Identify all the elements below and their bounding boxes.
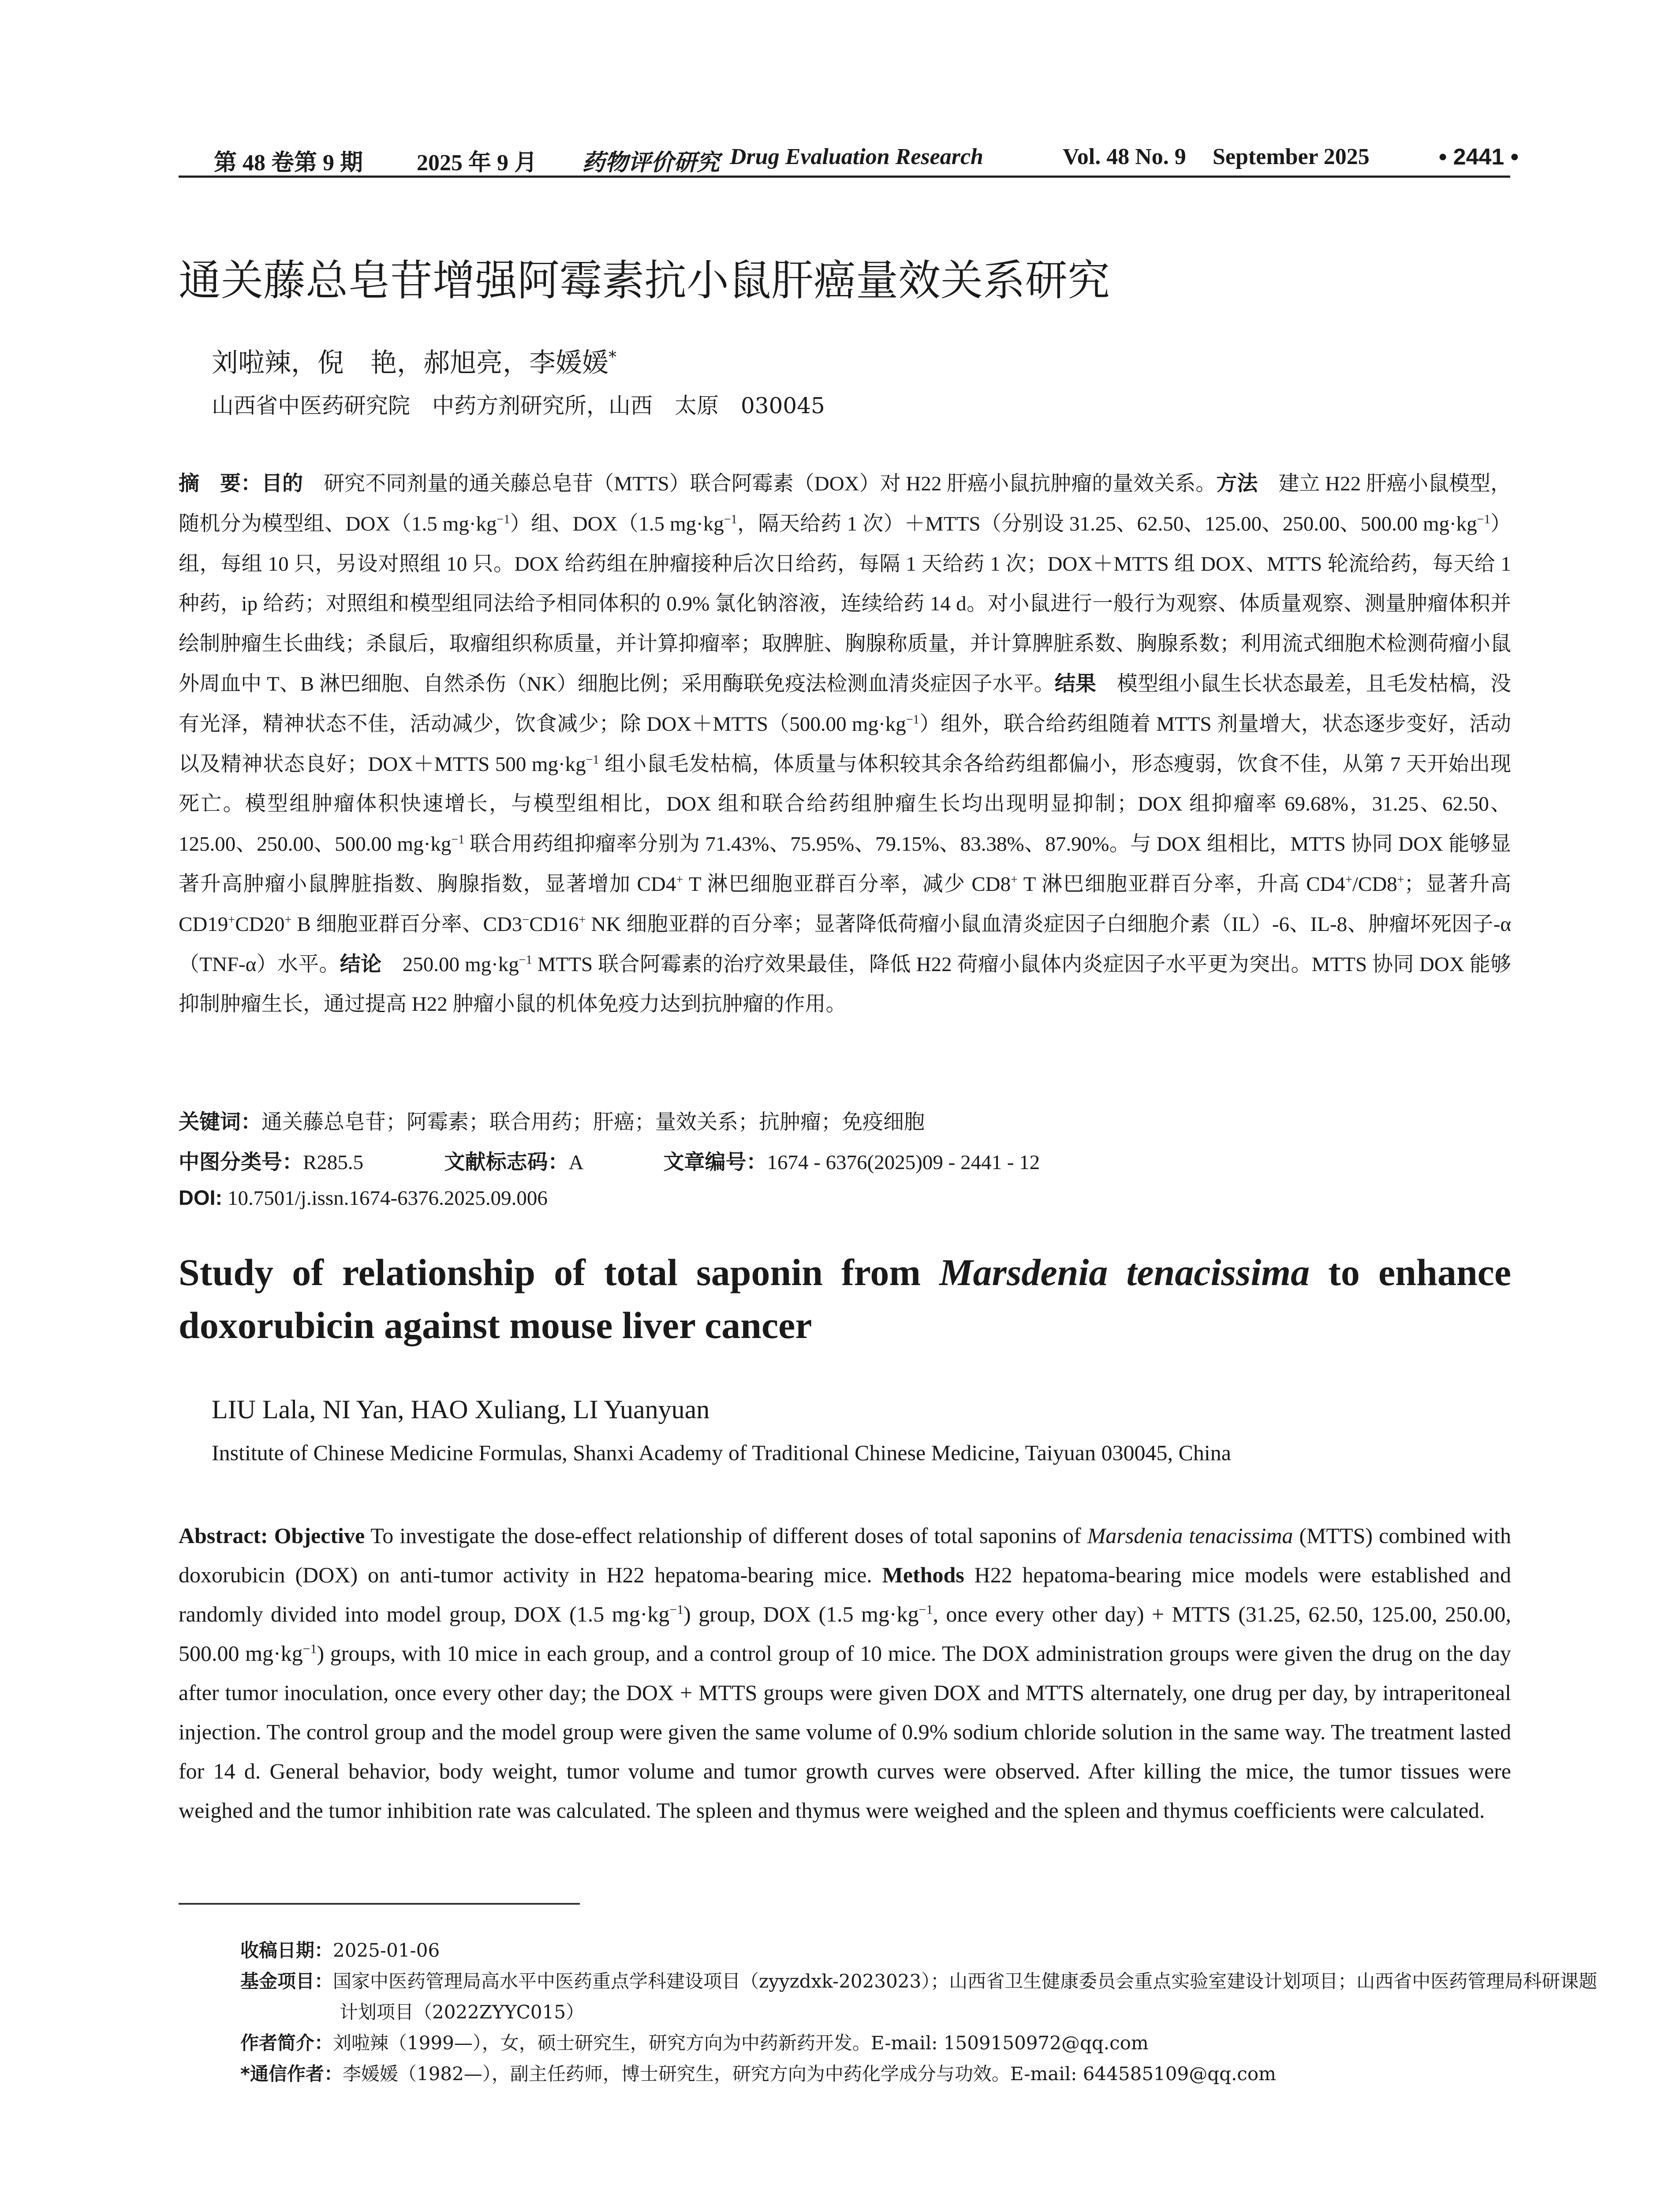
affiliation-en: Institute of Chinese Medicine Formulas, Shanxi Academy of Traditional Chinese Medicine, Taiyuan 030045, China bbox=[212, 1440, 1231, 1465]
running-header bbox=[179, 140, 1519, 178]
authors-cn: 刘啦辣，倪 艳，郝旭亮，李媛媛* bbox=[212, 348, 616, 378]
doi-line: DOI: 10.7501/j.issn.1674-6376.2025.09.006 bbox=[179, 1186, 548, 1210]
classification-line: 中图分类号：R285.5 文献标志码：A 文章编号：1674 - 6376(2025)09 - 2441 - 12 bbox=[179, 1150, 1040, 1174]
footnote-received: 收稿日期：2025-01-06 bbox=[240, 1940, 440, 1961]
footnote-funding: 基金项目：国家中医药管理局高水平中医药重点学科建设项目（zyyzdxk-2023023）；山西省卫生健康委员会重点实验室建设计划项目；山西省中医药管理局科研课题计划项目（2022ZYYC015） bbox=[240, 1970, 1598, 2023]
journal-logo-cn: 药物评价研究 bbox=[582, 149, 720, 176]
header-date-cn: 2025 年 9 月 bbox=[417, 150, 538, 176]
article-title-cn: 通关藤总皂苷增强阿霉素抗小鼠肝癌量效关系研究 bbox=[179, 256, 1110, 305]
footnote-author-bio: 作者简介：刘啦辣（1999—），女，硕士研究生，研究方向为中药新药开发。E-mail: 1509150972@qq.com bbox=[240, 2032, 1149, 2054]
footnote-corresponding: *通信作者：李媛媛（1982—），副主任药师，博士研究生，研究方向为中药化学成分与功效。E-mail: 644585109@qq.com bbox=[240, 2063, 1276, 2085]
keywords-cn: 关键词：通关藤总皂苷；阿霉素；联合用药；肝癌；量效关系；抗肿瘤；免疫细胞 bbox=[179, 1110, 925, 1134]
doi-link[interactable]: 10.7501/j.issn.1674-6376.2025.09.006 bbox=[222, 1187, 548, 1210]
header-date-en: September 2025 bbox=[1213, 144, 1370, 169]
header-journal-en: Drug Evaluation Research bbox=[730, 144, 983, 169]
affiliation-cn: 山西省中医药研究院 中药方剂研究所，山西 太原 030045 bbox=[212, 393, 825, 419]
footnote-divider bbox=[179, 1903, 580, 1905]
header-volume-cn: 第 48 卷第 9 期 bbox=[214, 150, 363, 176]
abstract-cn: 摘 要：目的 研究不同剂量的通关藤总皂苷（MTTS）联合阿霉素（DOX）对 H22 肝癌小鼠抗肿瘤的量效关系。方法 建立 H22 肝癌小鼠模型，随机分为模型组、DOX（1.5 $mg\cdot kg^{-1}$）组、DOX（1.5 $mg\cdot kg^{-1}$，隔天给药 1 次）＋MTTS（分别设 31.25、62.50、125.00、250.00、500.00 $mg\cdot kg^{-1}$）组，每组 10 只，另设对照组 10 只。DOX 给药组在肿瘤接种后次日给药，每隔 1 天给药 1 次；DOX＋MTTS 组 DOX、MTTS 轮流给药，每天给 1 种药，ip 给药；对照组和模型组同法给予相同体积的 0.9% 氯化钠溶液，连续给药 14 d。对小鼠进行一般行为观察、体质量观察、测量肿瘤体积并绘制肿瘤生长曲线；杀鼠后，取瘤组织称质量，并计算抑瘤率；取脾脏、胸腺称质量，并计算脾脏系数、胸腺系数；利用流式细胞术检测荷瘤小鼠外周血中 T、B 淋巴细胞、自然杀伤（NK）细胞比例；采用酶联免疫法检测血清炎症因子水平。结果 模型组小鼠生长状态最差，且毛发枯槁，没有光泽，精神状态不佳，活动减少，饮食减少；除 DOX＋MTTS（500.00 $mg\cdot kg^{-1}$）组外，联合给药组随着 MTTS 剂量增大，状态逐步变好，活动以及精神状态良好；DOX＋MTTS 500 $mg\cdot kg^{-1}$ 组小鼠毛发枯槁，体质量与体积较其余各给药组都偏小，形态瘦弱，饮食不佳，从第 7 天开始出现死亡。模型组肿瘤体积快速增长，与模型组相比，DOX 组和联合给药组肿瘤生长均出现明显抑制；DOX 组抑瘤率 69.68%，31.25、62.50、125.00、250.00、500.00 $mg\cdot kg^{-1}$ 联合用药组抑瘤率分别为 71.43%、75.95%、79.15%、83.38%、87.90%。与 DOX 组相比，MTTS 协同 DOX 能够显著升高肿瘤小鼠脾脏指数、胸腺指数，显著增加 CD4+ T 淋巴细胞亚群百分率，减少 CD8+ T 淋巴细胞亚群百分率，升高 CD4+/CD8+；显著升高 CD19+CD20+ B 细胞亚群百分率、CD3−CD16+ NK 细胞亚群的百分率；显著降低荷瘤小鼠血清炎症因子白细胞介素（IL）-6、IL-8、肿瘤坏死因子-α（TNF-α）水平。结论 250.00 $mg\cdot kg^{-1}$ MTTS 联合阿霉素的治疗效果最佳，降低 H22 荷瘤小鼠体内炎症因子水平更为突出。MTTS 协同 DOX 能够抑制肿瘤生长，通过提高 H22 肿瘤小鼠的机体免疫力达到抗肿瘤的作用。 bbox=[179, 471, 1512, 1016]
header-volume-en: Vol. 48 No. 9 bbox=[1063, 144, 1186, 169]
header-page-number: • 2441 • bbox=[1439, 144, 1519, 170]
authors-en: LIU Lala, NI Yan, HAO Xuliang, LI Yuanyuan bbox=[212, 1395, 710, 1424]
article-title-en: Study of relationship of total saponin from Marsdenia tenacissima to enhance doxorubicin against mouse liver cancer bbox=[179, 1251, 1511, 1346]
abstract-en: Abstract: Objective To investigate the dose-effect relationship of different doses of total saponins of Marsdenia tenacissima (MTTS) combined with doxorubicin (DOX) on anti-tumor activity in H22 hepatoma-bearing mice. Methods H22 hepatoma-bearing mice models were established and randomly divided into model group, DOX (1.5 $mg\cdot kg^{-1}$) group, DOX (1.5 $mg\cdot kg^{-1}$, once every other day) + MTTS (31.25, 62.50, 125.00, 250.00, 500.00 $mg\cdot kg^{-1}$) groups, with 10 mice in each group, and a control group of 10 mice. The DOX administration groups were given the drug on the day after tumor inoculation, once every other day; the DOX + MTTS groups were given DOX and MTTS alternately, one drug per day, by intraperitoneal injection. The control group and the model group were given the same volume of 0.9% sodium chloride solution in the same way. The treatment lasted for 14 d. General behavior, body weight, tumor volume and tumor growth curves were observed. After killing the mice, the tumor tissues were weighed and the tumor inhibition rate was calculated. The spleen and thymus were weighed and the spleen and thymus coefficients were calculated. bbox=[179, 1523, 1512, 1823]
